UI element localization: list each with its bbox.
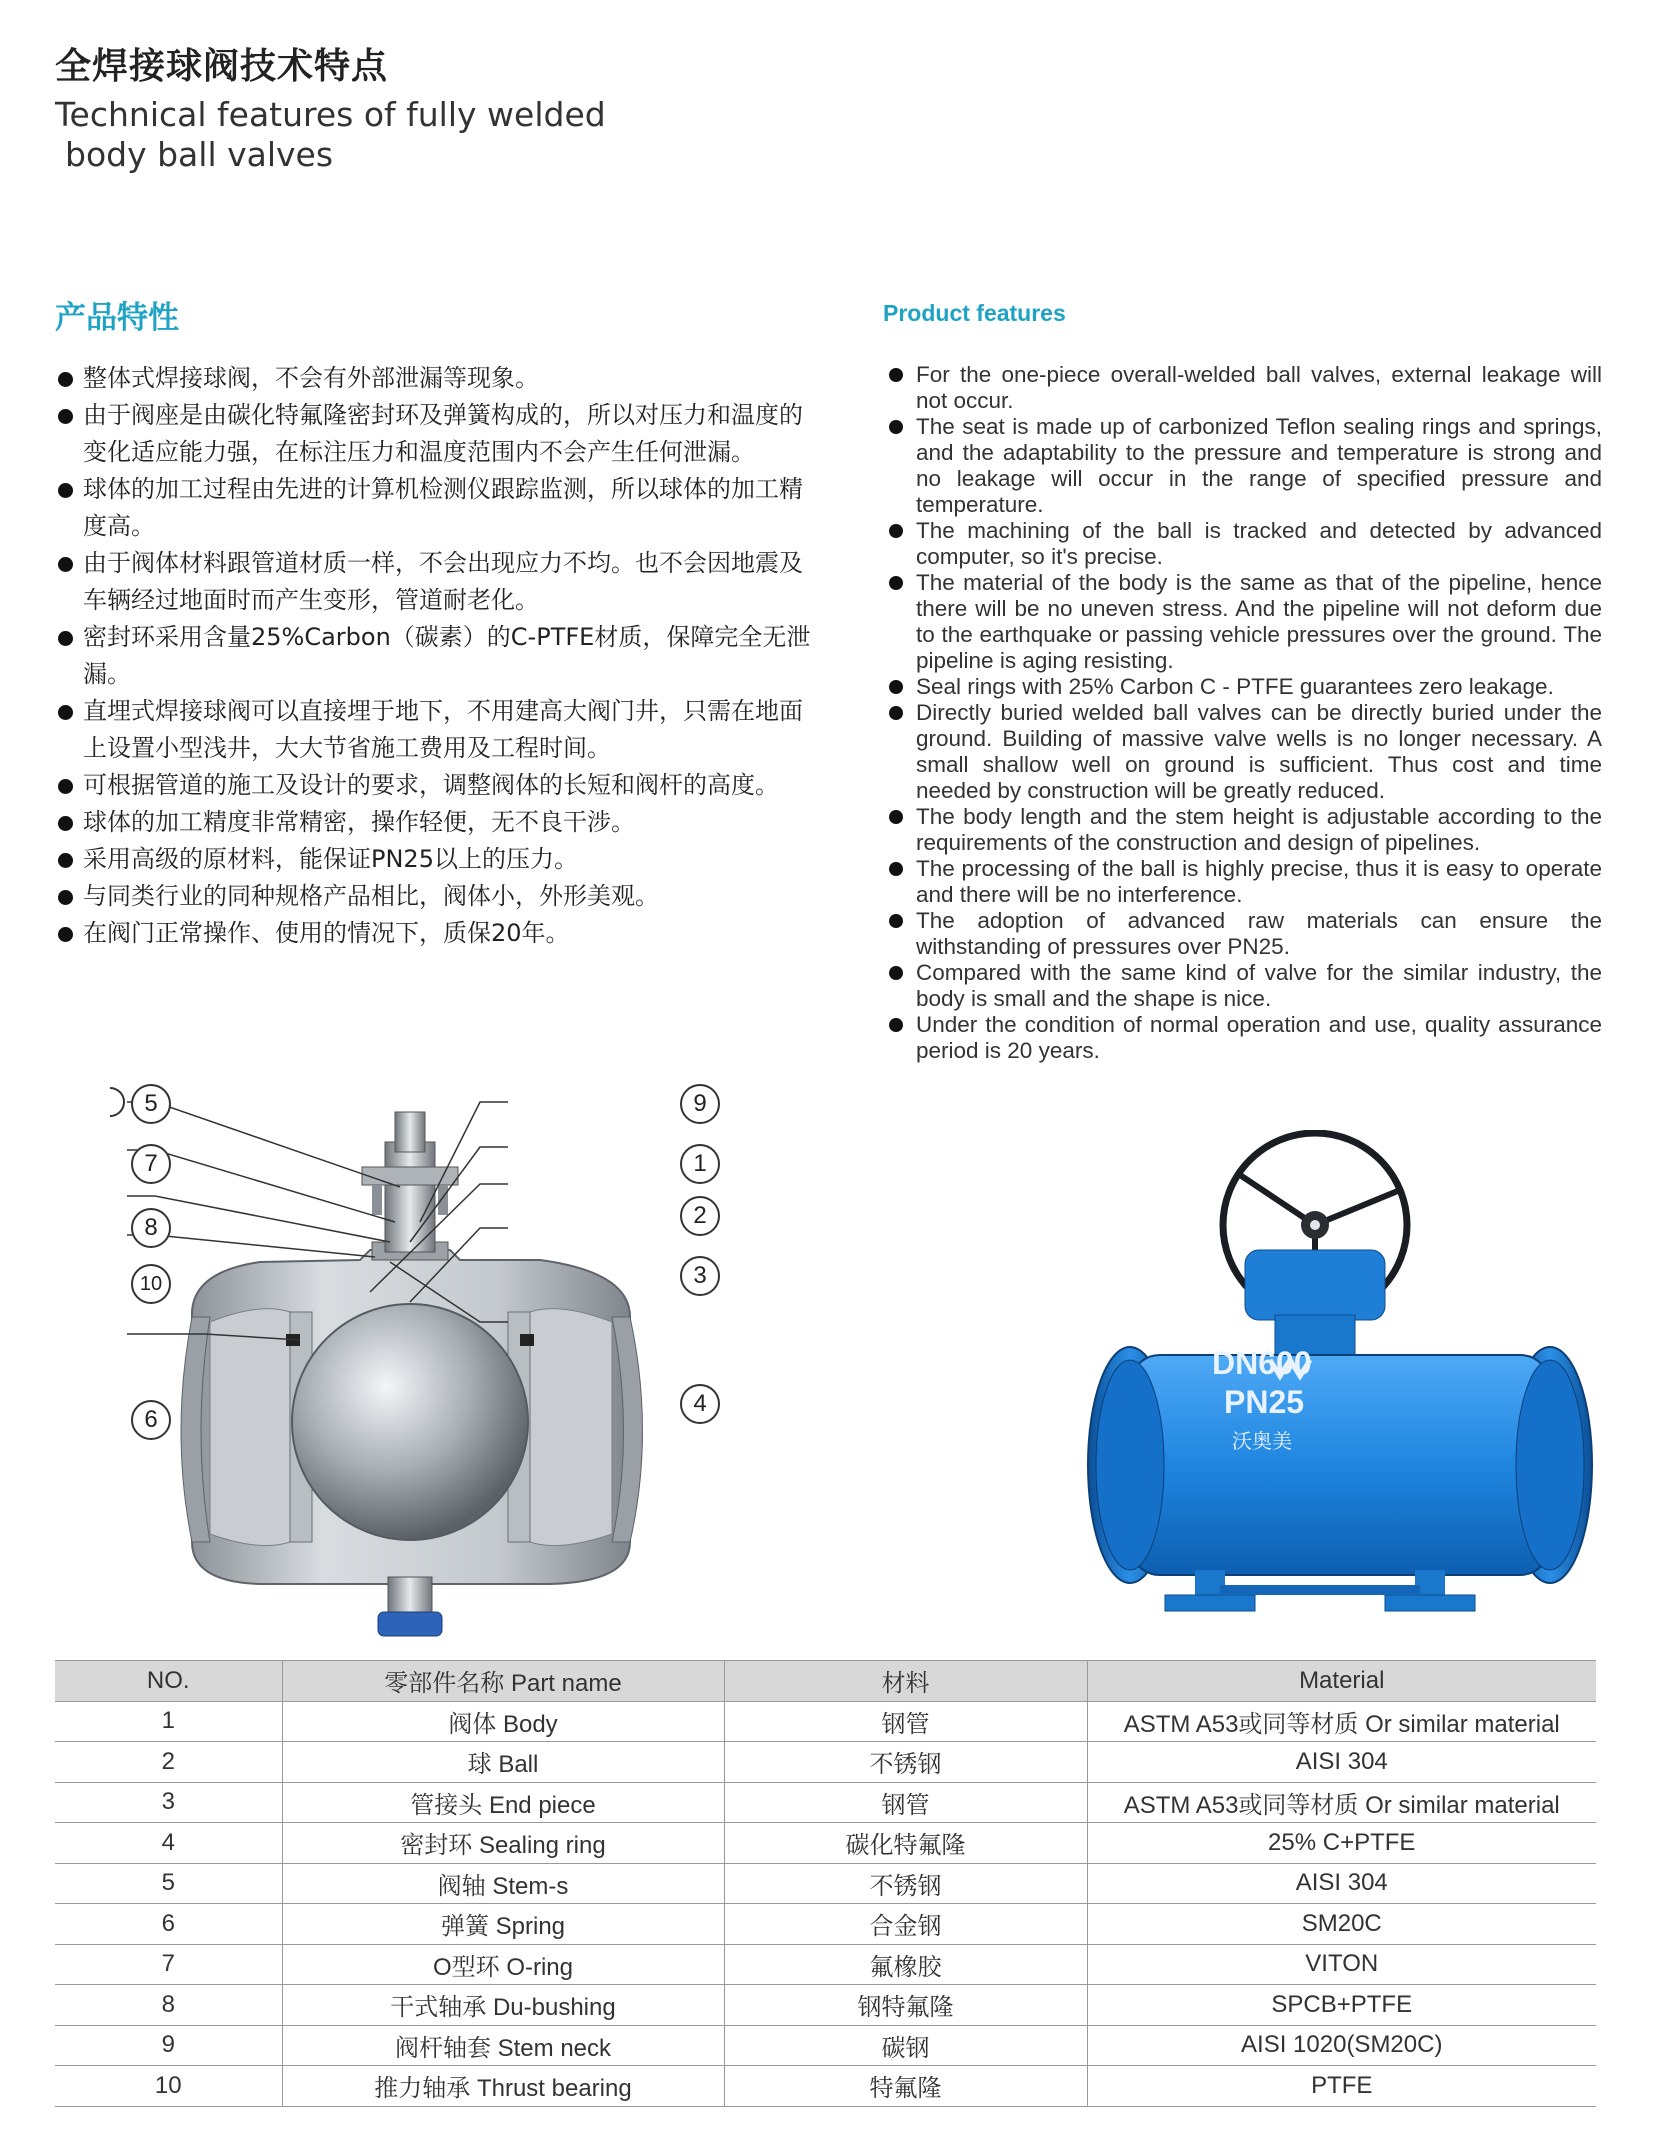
callout-8: 8 — [131, 1208, 171, 1248]
cell-material-cn: 不锈钢 — [724, 1742, 1087, 1783]
cell-material-en: SPCB+PTFE — [1087, 1985, 1596, 2026]
cell-material-cn: 氟橡胶 — [724, 1944, 1087, 1985]
cell-material-cn: 钢特氟隆 — [724, 1985, 1087, 2026]
list-item: Directly buried welded ball valves can be directly buried under the ground. Building of massive valve wells is no longer necessary. A small shallow well on ground is sufficient. Thus cost and time needed by construction will be greatly reduced. — [886, 700, 1602, 804]
table-row — [55, 1904, 1596, 1945]
list-item: Compared with the same kind of valve for the similar industry, the body is small and the shape is nice. — [886, 960, 1602, 1012]
parts-table — [55, 1660, 1596, 2107]
valve-cutaway-diagram — [110, 1072, 730, 1642]
cell-no: 5 — [55, 1863, 282, 1904]
callout-4: 4 — [680, 1384, 720, 1424]
cell-material-en: 25% C+PTFE — [1087, 1823, 1596, 1864]
table-row — [55, 1742, 1596, 1783]
list-item: 由于阀体材料跟管道材质一样，不会出现应力不均。也不会因地震及车辆经过地面时而产生变形，管道耐老化。 — [55, 545, 815, 619]
cell-material-en: ASTM A53或同等材质 Or similar material — [1087, 1782, 1596, 1823]
cell-part: 干式轴承 Du-bushing — [282, 1985, 724, 2026]
cell-no: 7 — [55, 1944, 282, 1985]
page-title-cn: 全焊接球阀技术特点 — [55, 46, 389, 87]
table-row — [55, 1823, 1596, 1864]
ball — [292, 1304, 528, 1540]
callout-10: 10 — [131, 1264, 171, 1304]
cell-part: 阀体 Body — [282, 1701, 724, 1742]
callouts-left — [110, 1088, 124, 1116]
list-item: 采用高级的原材料，能保证PN25以上的压力。 — [55, 841, 815, 878]
cell-part: 阀杆轴套 Stem neck — [282, 2025, 724, 2066]
cell-no: 9 — [55, 2025, 282, 2066]
cell-material-en: AISI 304 — [1087, 1863, 1596, 1904]
cell-no: 10 — [55, 2066, 282, 2107]
valve-product-image — [1080, 1130, 1600, 1630]
list-item: 在阀门正常操作、使用的情况下，质保20年。 — [55, 915, 815, 952]
cell-material-cn: 碳化特氟隆 — [724, 1823, 1087, 1864]
list-item: For the one-piece overall-welded ball valves, external leakage will not occur. — [886, 362, 1602, 414]
cell-part: 弹簧 Spring — [282, 1904, 724, 1945]
cell-material-cn: 不锈钢 — [724, 1863, 1087, 1904]
table-row — [55, 1944, 1596, 1985]
cell-material-en: VITON — [1087, 1944, 1596, 1985]
list-item: 球体的加工过程由先进的计算机检测仪跟踪监测，所以球体的加工精度高。 — [55, 471, 815, 545]
header-no: NO. — [55, 1661, 282, 1702]
product-brand-label: 沃奥美 — [1232, 1429, 1292, 1453]
list-item: Seal rings with 25% Carbon C - PTFE guarantees zero leakage. — [886, 674, 1602, 700]
list-item: 直埋式焊接球阀可以直接埋于地下，不用建高大阀门井，只需在地面上设置小型浅井，大大节省施工费用及工程时间。 — [55, 693, 815, 767]
list-item: 可根据管道的施工及设计的要求，调整阀体的长短和阀杆的高度。 — [55, 767, 815, 804]
callout-5: 5 — [131, 1084, 171, 1124]
cell-part: 管接头 End piece — [282, 1782, 724, 1823]
callout-1: 1 — [680, 1144, 720, 1184]
cell-material-cn: 合金钢 — [724, 1904, 1087, 1945]
table-row — [55, 2025, 1596, 2066]
header-material-cn: 材料 — [724, 1661, 1087, 1702]
product-pressure-label: PN25 — [1224, 1384, 1305, 1420]
list-item: The seat is made up of carbonized Teflon sealing rings and springs, and the adaptability to the pressure and temperature is strong and no leakage will occur in the range of specified pressure and temperature. — [886, 414, 1602, 518]
list-item: 球体的加工精度非常精密，操作轻便，无不良干涉。 — [55, 804, 815, 841]
table-row — [55, 1863, 1596, 1904]
cell-no: 6 — [55, 1904, 282, 1945]
base-stand — [1165, 1570, 1475, 1611]
list-item: 密封环采用含量25%Carbon（碳素）的C-PTFE材质，保障完全无泄漏。 — [55, 619, 815, 693]
list-item: The adoption of advanced raw materials can ensure the withstanding of pressures over PN25. — [886, 908, 1602, 960]
list-item: 由于阀座是由碳化特氟隆密封环及弹簧构成的，所以对压力和温度的变化适应能力强，在标注压力和温度范围内不会产生任何泄漏。 — [55, 397, 815, 471]
cell-no: 1 — [55, 1701, 282, 1742]
cell-material-en: AISI 304 — [1087, 1742, 1596, 1783]
table-header-row — [55, 1661, 1596, 1702]
cell-material-cn: 碳钢 — [724, 2025, 1087, 2066]
table-row — [55, 1985, 1596, 2026]
callout-7: 7 — [131, 1144, 171, 1184]
callout-6: 6 — [131, 1400, 171, 1440]
features-cn-list — [55, 360, 815, 952]
page-title-en — [55, 95, 675, 175]
cell-material-cn: 特氟隆 — [724, 2066, 1087, 2107]
header-part-name: 零部件名称 Part name — [282, 1661, 724, 1702]
product-size-label: DN600 — [1212, 1345, 1312, 1381]
cell-material-cn: 钢管 — [724, 1701, 1087, 1742]
page-title-en-line1: Technical features of fully welded — [55, 95, 606, 134]
cell-no: 4 — [55, 1823, 282, 1864]
cell-no: 2 — [55, 1742, 282, 1783]
cell-part: 球 Ball — [282, 1742, 724, 1783]
cell-part: 阀轴 Stem-s — [282, 1863, 724, 1904]
list-item: The machining of the ball is tracked and detected by advanced computer, so it's precise. — [886, 518, 1602, 570]
cell-material-en: ASTM A53或同等材质 Or similar material — [1087, 1701, 1596, 1742]
cell-material-en: PTFE — [1087, 2066, 1596, 2107]
cell-no: 3 — [55, 1782, 282, 1823]
features-cn-heading: 产品特性 — [55, 300, 179, 336]
cell-part: O型环 O-ring — [282, 1944, 724, 1985]
cell-material-en: SM20C — [1087, 1904, 1596, 1945]
callout-9: 9 — [680, 1084, 720, 1124]
page-title-en-line2: body ball valves — [65, 135, 334, 174]
callout-3: 3 — [680, 1256, 720, 1296]
callout-2: 2 — [680, 1196, 720, 1236]
header-material-en: Material — [1087, 1661, 1596, 1702]
list-item: 与同类行业的同种规格产品相比，阀体小，外形美观。 — [55, 878, 815, 915]
features-en-heading: Product features — [883, 300, 1066, 326]
cell-material-cn: 钢管 — [724, 1782, 1087, 1823]
list-item: The processing of the ball is highly precise, thus it is easy to operate and there will be no interference. — [886, 856, 1602, 908]
features-en-list — [886, 362, 1602, 1064]
list-item: Under the condition of normal operation and use, quality assurance period is 20 years. — [886, 1012, 1602, 1064]
table-row — [55, 2066, 1596, 2107]
cell-material-en: AISI 1020(SM20C) — [1087, 2025, 1596, 2066]
table-row — [55, 1782, 1596, 1823]
cell-part: 推力轴承 Thrust bearing — [282, 2066, 724, 2107]
cell-no: 8 — [55, 1985, 282, 2026]
table-row — [55, 1701, 1596, 1742]
valve-body-blue — [1130, 1355, 1550, 1575]
list-item: The body length and the stem height is adjustable according to the requirements of the construction and design of pipelines. — [886, 804, 1602, 856]
stem — [362, 1112, 458, 1260]
bottom-trunnion — [378, 1577, 442, 1636]
list-item: 整体式焊接球阀，不会有外部泄漏等现象。 — [55, 360, 815, 397]
list-item: The material of the body is the same as that of the pipeline, hence there will be no uneven stress. And the pipeline will not deform due to the earthquake or passing vehicle pressures over the ground. The pipeline is aging resisting. — [886, 570, 1602, 674]
cell-part: 密封环 Sealing ring — [282, 1823, 724, 1864]
